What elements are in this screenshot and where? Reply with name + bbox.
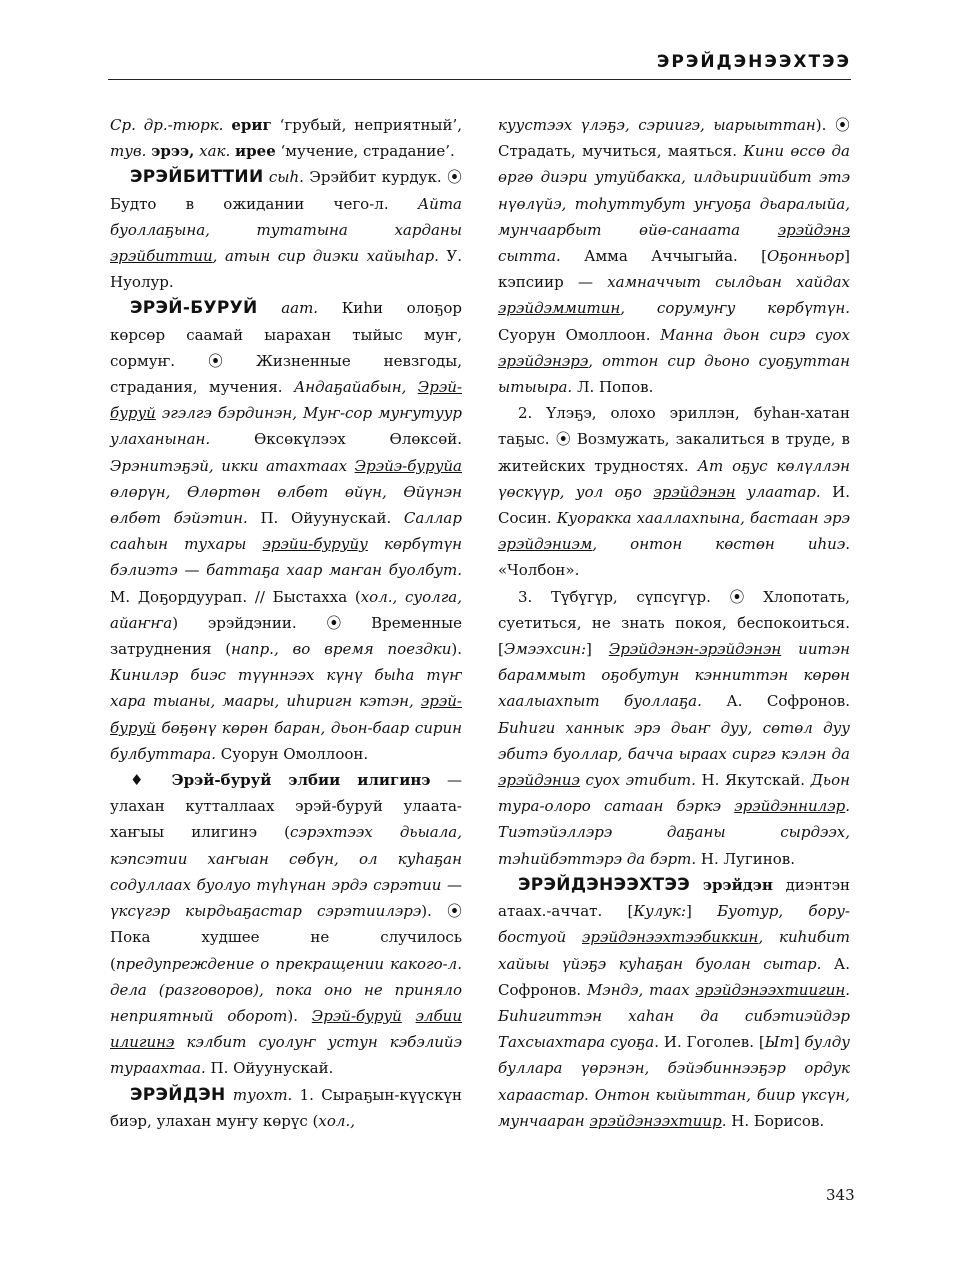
- entry-ereiden-continued: куустээх үлэҕэ, сэриигэ, ыарыыттан). ⦿ Страдать, мучиться, маяться. Кини өссө да өргө диэри утуйбакка, илдьириийбит этэ нүөлүйэ, тоһуттубут уҥуоҕа дьаралыйа, мунчаарбыт өйө-санаата эрэйдэнэ сытта. Амма Аччыгыйа. [Оҕонньор] кэпсиир — хамначчыт сылдьан хайдах эрэйдэммитин, сорумуҥу көрбүтүн. Суорун Омоллоон. Манна дьон сирэ суох эрэйдэнэрэ, оттон сир дьоно суоҕуттан ытыыра. Л. Попов.: [498, 116, 850, 397]
- page-number: 343: [826, 1186, 855, 1204]
- entry-ereiden: ЭРЭЙДЭН туохт. 1. Сыраҕын-күүскүн биэр, улахан муҥу көрүс (хол.,: [110, 1084, 462, 1130]
- header-rule: [108, 79, 851, 80]
- entry-erei-burui: ЭРЭЙ-БУРУЙ аат. Киһи олоҕор көрсөр саамай ыарахан тыйыс муҥ, сормуҥ. ⦿ Жизненные невзгоды, страдания, мучения. Андаҕайабын, Эрэй-буруй эгэлгэ бэрдинэн, Муҥ-сор муҥутуур улаханынан. Өксөкүлээх Өлөксөй. Эрэнитэҕэй, икки атахтаах Эрэйэ-буруйа өлөрүн, Өлөртөн өлбөт өйүн, Өйүнэн өлбөт бэйэтин. П. Ойуунускай. Саллар сааһын тухары эрэйи-буруйу көрбүтүн бэлиэтэ — баттаҕа хаар маҥан буолбут. М. Доҕордуурап. // Быстахха (хол., суолга, айаҥҥа) эрэйдэнии. ⦿ Временные затруднения (напр., во время поездки). Кинилэр биэс түүннээх күнү быһа түҥ хара тыаны, маары, иһиригн кэтэн, эрэй-буруй бөҕөнү көрөн баран, дьон-баар сирин булбуттара. Суорун Омоллоон.: [110, 298, 463, 763]
- paragraph-etymology: Ср. др.-тюрк. ериг ‘грубый, неприятный’, тув. эрээ, хак. ирее ‘мучение, страдание’.: [110, 116, 462, 161]
- entry-ereiden-sense-3: 3. Түбүгүр, сүпсүгүр. ⦿ Хлопотать, суетиться, не знать покоя, беспокоиться. [Эмээхсин:] Эрэйдэнэн-эрэйдэнэн иитэн бараммыт оҕобутун кэнниттэн көрөн хаалыахпыт буоллаҕа. А. Софронов. Биһиги ханнык эрэ дьаҥ дуу, сөтөл дуу эбитэ буоллар, бачча ыраах сиргэ кэлэн да эрэйдэниэ суох этибит. Н. Якутскай. Дьон тура-олоро сатаан бэркэ эрэйдэннилэр. Тиэтэйэллэрэ даҕаны сырдээх, тэһийбэттэрэ да бэрт. Н. Лугинов.: [498, 587, 850, 868]
- entry-ereibittii: ЭРЭЙБИТТИИ сыһ. Эрэйбит курдук. ⦿ Будто в ожидании чего-л. Айта буоллаҕына, тутатына харданы эрэйбиттии, атын сир диэки хайыһар. У. Нуолур.: [110, 167, 462, 292]
- running-title: ЭРЭЙДЭНЭЭХТЭЭ: [656, 52, 851, 72]
- idiom-erei-burui-elbii: ♦ Эрэй-буруй элбии илигинэ — улахан кутталлаах эрэй-буруй улаата-хаҥыы илигинэ (сэрэхтээх дьыала, кэпсэтии хаҥыан сөбүн, ол куһаҕан содуллаах буолуо түһүнан эрдэ сэрэтии — үксүгэр кырдьаҕастар сэрэтиилэрэ). ⦿ Пока худшее не случилось (предупреждение о прекращении какого-л. дела (разговоров), пока оно не приняло неприятный оборот). Эрэй-буруй элбии илигинэ кэлбит суолуҥ устун кэбэлийэ тураахтаа. П. Ойуунускай.: [110, 771, 463, 1078]
- entry-ereidenehtee: ЭРЭЙДЭНЭЭХТЭЭ эрэйдэн диэнтэн атаах.-аччат. [Кулук:] Буотур, бору-бостуой эрэйдэнээхтээбиккин, киһибит хайыы үйэҕэ куһаҕан буолан сытар. А. Софронов. Мэндэ, таах эрэйдэнээхтиигин. Биһигиттэн хаһан да сибэтиэйдэр Тахсыахтара суоҕа. И. Гоголев. [Ыт] булду буллара үөрэнэн, бэйэбиннээҕэр ордук хараастар. Онтон кыйыттан, биир үксүн, мунчааран эрэйдэнээхтиир. Н. Борисов.: [498, 874, 851, 1130]
- entry-ereiden-sense-2: 2. Үлэҕэ, олохо эриллэн, буһан-хатан таҕыс. ⦿ Возмужать, закалиться в труде, в житейских трудностях. Ат оҕус көлүллэн үөскүүр, уол оҕо эрэйдэнэн улаатар. И. Сосин. Куоракка хааллахпына, бастаан эрэ эрэйдэниэм, онтон көстөн иһиэ. «Чолбон».: [498, 404, 850, 580]
- right-column: [498, 112, 850, 1134]
- left-column: [110, 112, 462, 1134]
